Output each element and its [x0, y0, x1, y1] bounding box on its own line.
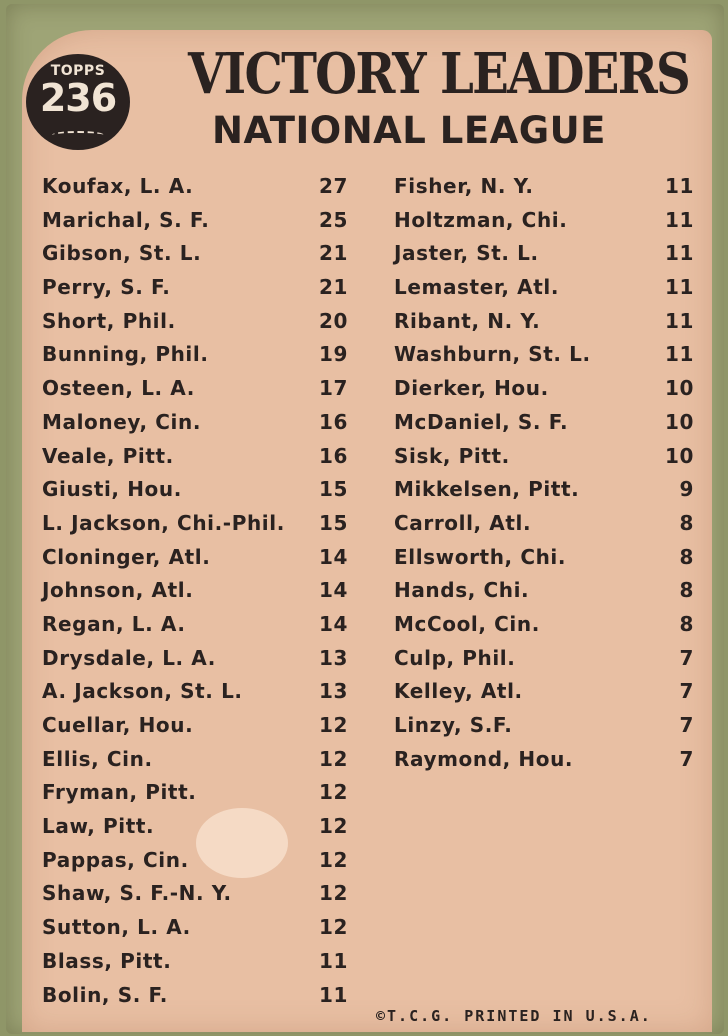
leader-row [394, 608, 694, 642]
win-count: 21 [318, 275, 348, 300]
leader-row [42, 877, 348, 911]
leader-row [42, 642, 348, 676]
leader-row [42, 709, 348, 743]
pitcher-name: Ellis, Cin. [42, 746, 153, 771]
win-count: 15 [318, 510, 348, 535]
copyright-footer: ©T.C.G. PRINTED IN U.S.A. [376, 1007, 652, 1025]
page-subtitle: NATIONAL LEAGUE [212, 109, 606, 152]
leader-row [42, 338, 348, 372]
leader-row [394, 305, 694, 339]
leader-row [394, 743, 694, 777]
leader-row [42, 271, 348, 305]
pitcher-name: Fryman, Pitt. [42, 780, 197, 805]
pitcher-name: Lemaster, Atl. [394, 275, 560, 300]
pitcher-name: Law, Pitt. [42, 814, 155, 839]
leader-row [42, 675, 348, 709]
win-count: 8 [679, 544, 694, 569]
pitcher-name: Jaster, St. L. [394, 241, 539, 266]
pitcher-name: Marichal, S. F. [42, 207, 210, 232]
leader-row [42, 911, 348, 945]
pitcher-name: Sutton, L. A. [42, 915, 191, 940]
pitcher-name: Drysdale, L. A. [42, 645, 216, 670]
win-count: 16 [318, 443, 348, 468]
win-count: 27 [318, 174, 348, 198]
win-count: 11 [318, 982, 348, 1007]
pitcher-name: Shaw, S. F.-N. Y. [42, 881, 232, 906]
win-count: 11 [664, 207, 694, 232]
leader-row [394, 271, 694, 305]
win-count: 14 [318, 611, 348, 636]
pitcher-name: Hands, Chi. [394, 578, 530, 603]
leader-row [394, 338, 694, 372]
win-count: 11 [664, 241, 694, 266]
brand-label: TOPPS [50, 63, 106, 79]
win-count: 8 [679, 510, 694, 535]
win-count: 10 [664, 409, 694, 434]
pitcher-name: Giusti, Hou. [42, 477, 182, 502]
page-title: VICTORY LEADERS [188, 41, 690, 107]
leader-row [394, 541, 694, 575]
pitcher-name: Bunning, Phil. [42, 342, 209, 367]
pitcher-name: Linzy, S.F. [394, 713, 513, 737]
win-count: 11 [664, 174, 694, 198]
leader-row [42, 305, 348, 339]
pitcher-name: Mikkelsen, Pitt. [394, 477, 580, 502]
leader-row [42, 372, 348, 406]
pitcher-name: A. Jackson, St. L. [42, 679, 243, 704]
win-count: 12 [318, 847, 348, 872]
pitcher-name: Pappas, Cin. [42, 847, 189, 872]
win-count: 12 [318, 746, 348, 771]
win-count: 21 [318, 241, 348, 266]
baseball-stitch-icon [52, 131, 104, 139]
pitcher-name: Ellsworth, Chi. [394, 544, 567, 569]
pitcher-name: Kelley, Atl. [394, 679, 523, 704]
win-count: 11 [318, 948, 348, 973]
win-count: 14 [318, 544, 348, 569]
leader-row [394, 237, 694, 271]
leader-row [42, 170, 348, 204]
win-count: 13 [318, 645, 348, 670]
pitcher-name: Bolin, S. F. [42, 982, 168, 1007]
win-count: 12 [318, 915, 348, 940]
pitcher-name: Cloninger, Atl. [42, 544, 211, 569]
win-count: 7 [679, 746, 694, 771]
pitcher-name: McCool, Cin. [394, 611, 540, 636]
leader-row [42, 743, 348, 777]
win-count: 8 [679, 578, 694, 603]
pitcher-name: Perry, S. F. [42, 275, 171, 300]
pitcher-name: Washburn, St. L. [394, 342, 591, 367]
win-count: 12 [318, 814, 348, 839]
pitcher-name: Culp, Phil. [394, 645, 516, 670]
pitcher-name: Regan, L. A. [42, 611, 186, 636]
pitcher-name: Short, Phil. [42, 308, 176, 333]
leader-row [42, 574, 348, 608]
leader-row [42, 844, 348, 878]
leader-row [394, 440, 694, 474]
leader-row [42, 237, 348, 271]
win-count: 12 [318, 881, 348, 906]
pitcher-name: Holtzman, Chi. [394, 207, 568, 232]
win-count: 9 [679, 477, 694, 502]
win-count: 16 [318, 409, 348, 434]
win-count: 11 [664, 275, 694, 300]
win-count: 7 [679, 679, 694, 704]
pitcher-name: Johnson, Atl. [42, 578, 194, 603]
win-count: 14 [318, 578, 348, 603]
leader-row [42, 608, 348, 642]
left-leader-list [42, 170, 348, 1012]
pitcher-name: Maloney, Cin. [42, 409, 202, 434]
leader-row [394, 473, 694, 507]
leader-row [42, 204, 348, 238]
leader-row [42, 945, 348, 979]
pitcher-name: Blass, Pitt. [42, 948, 172, 973]
win-count: 8 [679, 611, 694, 636]
win-count: 7 [679, 645, 694, 670]
card-number: 236 [39, 76, 117, 120]
leader-row [42, 541, 348, 575]
leader-row [42, 776, 348, 810]
leader-row [42, 473, 348, 507]
win-count: 17 [318, 376, 348, 401]
win-count: 20 [318, 308, 348, 333]
win-count: 19 [318, 342, 348, 367]
pitcher-name: Osteen, L. A. [42, 376, 195, 401]
right-leader-list [394, 170, 694, 776]
pitcher-name: Ribant, N. Y. [394, 308, 541, 333]
win-count: 10 [664, 376, 694, 401]
leader-row [42, 406, 348, 440]
win-count: 25 [318, 207, 348, 232]
leader-row [394, 170, 694, 204]
pitcher-name: McDaniel, S. F. [394, 409, 569, 434]
pitcher-name: L. Jackson, Chi.-Phil. [42, 510, 285, 535]
win-count: 7 [679, 713, 694, 737]
leader-row [394, 507, 694, 541]
pitcher-name: Fisher, N. Y. [394, 174, 534, 198]
pitcher-name: Veale, Pitt. [42, 443, 174, 468]
leader-row [394, 675, 694, 709]
leader-row [394, 574, 694, 608]
pitcher-name: Sisk, Pitt. [394, 443, 510, 468]
win-count: 11 [664, 308, 694, 333]
win-count: 10 [664, 443, 694, 468]
win-count: 15 [318, 477, 348, 502]
win-count: 12 [318, 780, 348, 805]
leader-row [394, 709, 694, 743]
win-count: 12 [318, 713, 348, 737]
pitcher-name: Raymond, Hou. [394, 746, 574, 771]
leader-row [42, 507, 348, 541]
pitcher-name: Cuellar, Hou. [42, 713, 194, 737]
card-number-badge [26, 54, 130, 150]
pitcher-name: Dierker, Hou. [394, 376, 549, 401]
leader-row [394, 204, 694, 238]
pitcher-name: Carroll, Atl. [394, 510, 532, 535]
leader-row [394, 372, 694, 406]
leader-row [42, 979, 348, 1013]
pitcher-name: Koufax, L. A. [42, 174, 194, 198]
leader-row [42, 810, 348, 844]
leader-row [394, 406, 694, 440]
win-count: 11 [664, 342, 694, 367]
leader-row [42, 440, 348, 474]
pitcher-name: Gibson, St. L. [42, 241, 202, 266]
leader-row [394, 642, 694, 676]
win-count: 13 [318, 679, 348, 704]
